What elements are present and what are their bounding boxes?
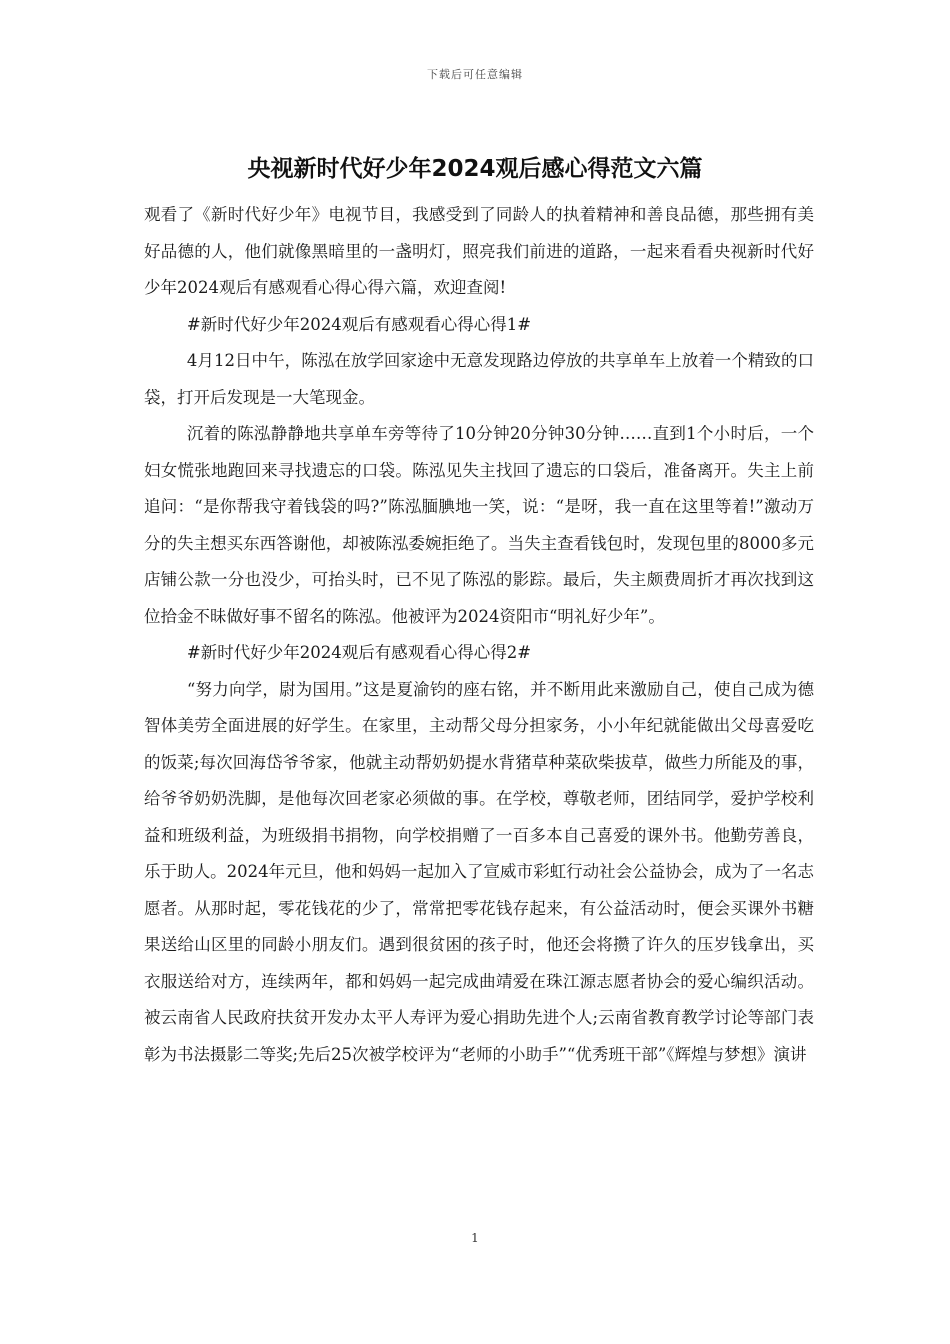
section-heading-1: #新时代好少年2024观后有感观看心得心得1# <box>186 314 532 334</box>
document-body <box>144 197 814 1073</box>
page-number: 1 <box>471 1231 479 1245</box>
body-paragraph: “努力向学，尉为国用。”这是夏渝钧的座右铭，并不断用此来激励自己，使自己成为德智体美劳全面进展的好学生。在家里，主动帮父母分担家务，小小年纪就能做出父母喜爱吃的饭菜;每次回海岱爷爷家，他就主动帮奶奶提水背猪草种菜砍柴拔草，做些力所能及的事，给爷爷奶奶洗脚，是他每次回老家必须做的事。在学校，尊敬老师，团结同学，爱护学校利益和班级利益，为班级捐书捐物，向学校捐赠了一百多本自己喜爱的课外书。他勤劳善良，乐于助人。2024年元旦，他和妈妈一起加入了宣威市彩虹行动社会公益协会，成为了一名志愿者。从那时起，零花钱花的少了，常常把零花钱存起来，有公益活动时，便会买课外书糖果送给山区里的同龄小朋友们。遇到很贫困的孩子时，他还会将攒了许久的压岁钱拿出，买衣服送给对方，连续两年，都和妈妈一起完成曲靖爱在珠江源志愿者协会的爱心编织活动。被云南省人民政府扶贫开发办太平人寿评为爱心捐助先进个人;云南省教育教学讨论等部门表彰为书法摄影二等奖;先后25次被学校评为“老师的小助手”“优秀班干部”《辉煌与梦想》演讲 <box>144 679 814 1064</box>
intro-paragraph: 观看了《新时代好少年》电视节目，我感受到了同龄人的执着精神和善良品德，那些拥有美好品德的人，他们就像黑暗里的一盏明灯，照亮我们前进的道路，一起来看看央视新时代好少年2024观后有感观看心得心得六篇，欢迎查阅! <box>144 205 814 297</box>
body-paragraph: 沉着的陈泓静静地共享单车旁等待了10分钟20分钟30分钟……直到1个小时后，一个妇女慌张地跑回来寻找遗忘的口袋。陈泓见失主找回了遗忘的口袋后，准备离开。失主上前追问：“是你帮我守着钱袋的吗?”陈泓腼腆地一笑，说：“是呀，我一直在这里等着!”激动万分的失主想买东西答谢他，却被陈泓委婉拒绝了。当失主查看钱包时，发现包里的8000多元店铺公款一分也没少，可抬头时，已不见了陈泓的影踪。最后，失主颇费周折才再次找到这位拾金不昧做好事不留名的陈泓。他被评为2024资阳市“明礼好少年”。 <box>144 424 814 626</box>
page-header-note: 下载后可任意编辑 <box>427 68 523 81</box>
document-title: 央视新时代好少年2024观后感心得范文六篇 <box>247 156 703 182</box>
section-heading-2: #新时代好少年2024观后有感观看心得心得2# <box>186 643 532 662</box>
body-paragraph: 4月12日中午，陈泓在放学回家途中无意发现路边停放的共享单车上放着一个精致的口袋，打开后发现是一大笔现金。 <box>144 351 814 407</box>
